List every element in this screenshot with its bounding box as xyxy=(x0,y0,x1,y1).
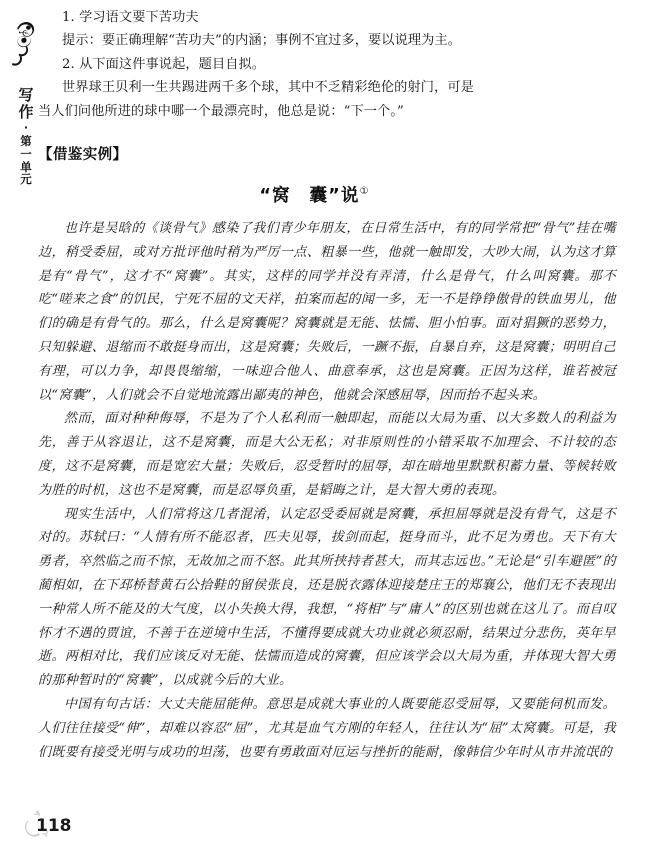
article-body xyxy=(38,217,616,764)
page-number: 118 xyxy=(36,816,72,836)
task-item-1: 1. 学习语文要下苦功夫 xyxy=(62,10,199,25)
task-item-2: 2. 从下面这件事说起，题目自拟。 xyxy=(62,56,266,72)
footnote-marker: ① xyxy=(359,186,369,198)
flourish-scroll-ornament xyxy=(8,20,42,72)
article-paragraph: 中国有句古话：大丈夫能屈能伸。意思是成就大事业的人既要能忍受屈辱，又要能伺机而发。人们往往接受“伸”，却难以容忍“屈”，尤其是血气方刚的年轻人，往往认为“屈”太窝囊。可是，我们既要有接受光明与成功的坦荡，也要有勇敢面对厄运与挫折的能耐，像韩信少年时从市井流氓的 xyxy=(38,696,616,760)
main-content-column xyxy=(38,6,616,764)
running-head-char-6: 元 xyxy=(20,172,32,187)
article-paragraph: 也许是吴晗的《谈骨气》感染了我们青少年朋友，在日常生活中，有的同学常把“骨气”挂在嘴边，稍受委屈，或对方批评他时稍为严厉一点、粗暴一些，他就一触即发，大吵大闹，认为这才算是有“骨气”，这才不“窝囊”。其实，这样的同学并没有弄清，什么是骨气，什么叫窝囊。那不吃“嗟来之食”的饥民，宁死不屈的文天祥，拍案而起的闻一多，无一不是铮铮傲骨的铁血男儿，他们的确是有骨气的。那么，什么是窝囊呢？窝囊就是无能、怯懦、胆小怕事。面对猖獗的恶势力，只知躲避、退缩而不敢挺身而出，这是窝囊；失败后，一蹶不振，自暴自弃，这是窝囊；明明自己有理，可以力争，却畏畏缩缩，一味迎合他人、曲意奉承，这也是窝囊。正因为这样，谁若被冠以“窝囊”，人们就会不自觉地流露出鄙夷的神色，他就会深感屈辱，因而抬不起头来。 xyxy=(38,221,616,403)
page-folio xyxy=(18,808,72,844)
section-heading-reference-example: 【借鉴实例】 xyxy=(38,147,128,164)
article-title xyxy=(38,182,616,207)
task-item-2-story-line-1: 世界球王贝利一生共踢进两千多个球，其中不乏精彩绝伦的射门，可是 xyxy=(62,80,474,96)
task-item-2-story-line-2: 当人们问他所进的球中哪一个最漂亮时，他总是说：“下一个。” xyxy=(38,103,404,119)
running-head-char-2: 作 xyxy=(18,102,34,121)
article-paragraph: 现实生活中，人们常将这几者混淆，认定忍受委屈就是窝囊，承担屈辱就是没有骨气，这是不对的。苏轼曰：“人情有所不能忍者，匹夫见辱，拔剑而起，挺身而斗，此不足为勇也。天下有大勇者，卒然临之而不惊，无故加之而不怒。此其所挟持者甚大，而其志远也。”无论是“引车避匿”的蔺相如，在下邳桥替黄石公拾鞋的留侯张良，还是脱衣露体迎接楚庄王的郑襄公，他们无不表现出一种常人所不能及的大气度，以小失换大得，我想，“将相”与“庸人”的区别也就在这儿了。而自叹怀才不遇的贾谊，不善于在逆境中生活，不懂得要成就大功业就必须忍耐，结果过分悲伤，英年早逝。两相对比，我们应该反对无能、怯懦而造成的窝囊，但应该学会以大局为重，并体现大智大勇的那种暂时的“窝囊”，以成就今后的大业。 xyxy=(38,506,616,689)
running-head-char-1: 写 xyxy=(18,86,34,104)
running-head-char-5: 单 xyxy=(20,159,32,174)
running-head-char-4: 一 xyxy=(20,146,32,161)
writing-tasks-block xyxy=(38,6,616,123)
task-item-1-hint: 提示：要正确理解“苦功夫”的内涵；事例不宜过多，要以说理为主。 xyxy=(62,33,462,49)
running-head-vertical xyxy=(14,88,38,186)
article-paragraph: 然而，面对种种侮辱，不是为了个人私利而一触即起，而能以大局为重、以大多数人的利益为先，善于从容退让，这不是窝囊，而是大公无私；对非原则性的小错采取不加理会、不计较的态度，这不是窝囊，而是宽宏大量；失败后，忍受暂时的屈辱，却在暗地里默默积蓄力量、等候转败为胜的时机，这也不是窝囊，而是忍辱负重，是韬晦之计，是大智大勇的表现。 xyxy=(38,411,616,498)
article-title-text: “窝 囊”说 xyxy=(259,186,360,207)
running-head-char-3: 第 xyxy=(20,133,32,148)
running-head-separator: · xyxy=(23,120,29,134)
